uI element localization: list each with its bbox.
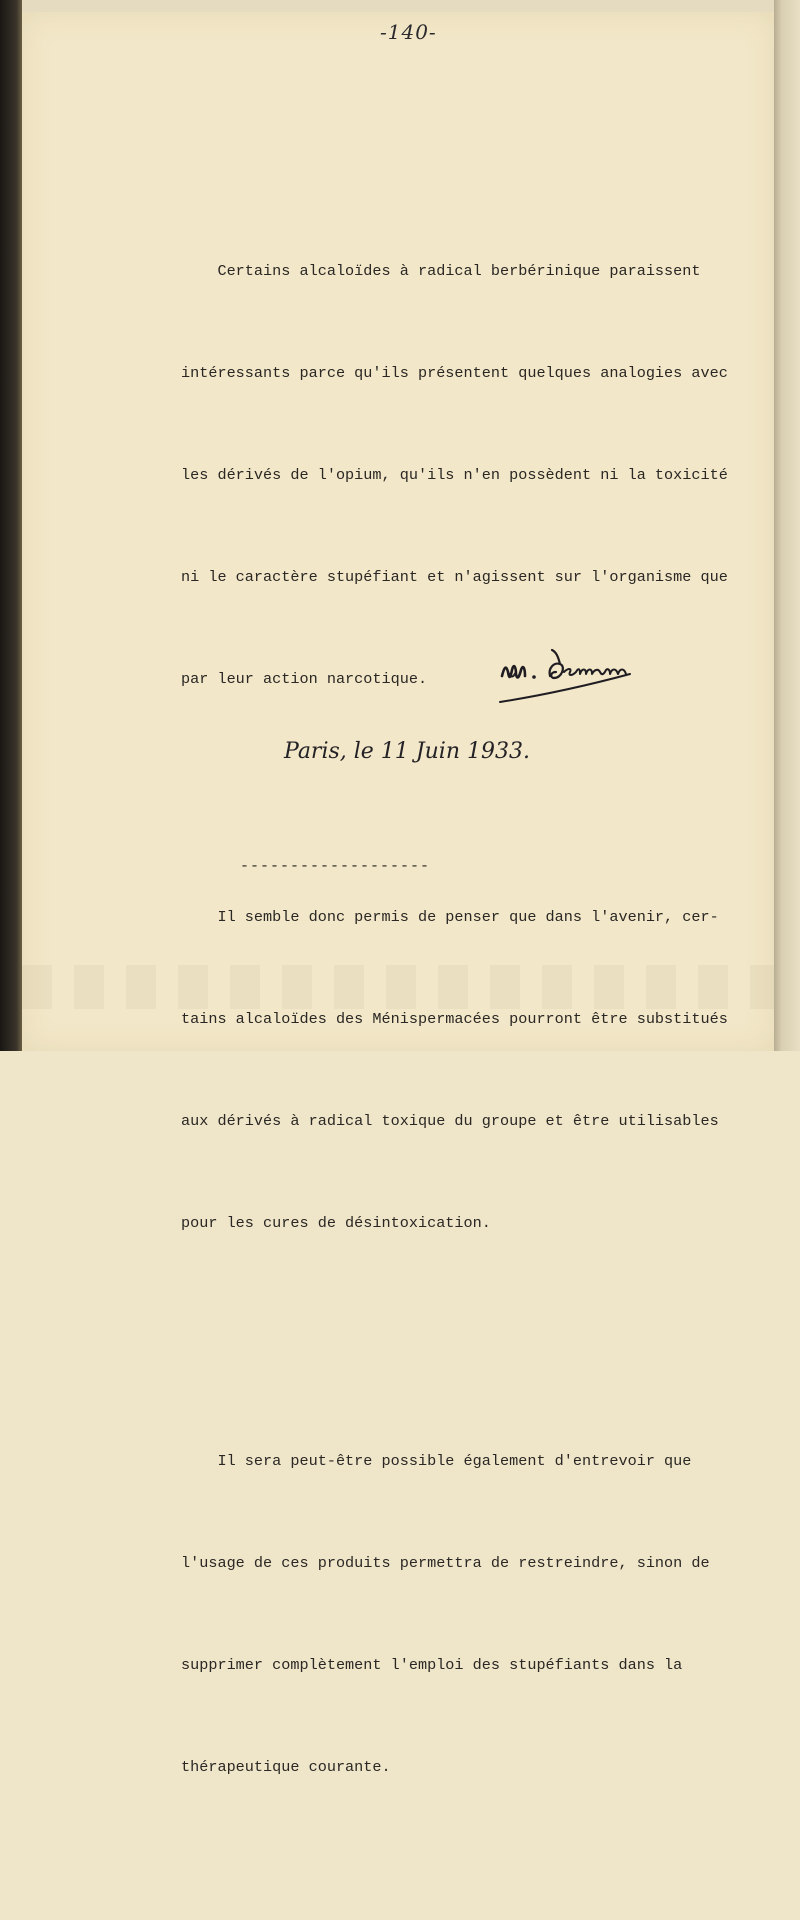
handwritten-signature bbox=[498, 638, 638, 708]
text-line: intéressants parce qu'ils présentent quelques analogies avec bbox=[181, 364, 728, 382]
text-line: thérapeutique courante. bbox=[181, 1758, 391, 1776]
book-binding bbox=[0, 0, 22, 1051]
page-number: -140- bbox=[380, 20, 437, 44]
text-line: l'usage de ces produits permettra de restreindre, sinon de bbox=[181, 1554, 710, 1572]
text-line: par leur action narcotique. bbox=[181, 670, 428, 688]
text-line: Il semble donc permis de penser que dans l'avenir, cer- bbox=[181, 908, 719, 926]
faint-watermark bbox=[22, 965, 774, 1009]
text-line: tains alcaloïdes des Ménispermacées pourront être substitués bbox=[181, 1010, 728, 1028]
text-line: les dérivés de l'opium, qu'ils n'en possèdent ni la toxicité bbox=[181, 466, 728, 484]
paragraph-1 bbox=[181, 186, 761, 764]
place-date-text: Paris, le 11 Juin 1933. bbox=[284, 739, 530, 764]
closing-separator: ------------------- bbox=[240, 858, 431, 875]
text-line: Il sera peut-être possible également d'entrevoir que bbox=[181, 1452, 692, 1470]
body-text bbox=[181, 118, 761, 1920]
text-line: ni le caractère stupéfiant et n'agissent sur l'organisme que bbox=[181, 568, 728, 586]
text-line: Certains alcaloïdes à radical berbérinique paraissent bbox=[181, 262, 701, 280]
text-line: pour les cures de désintoxication. bbox=[181, 1214, 491, 1232]
page-right-edge bbox=[774, 0, 800, 1051]
text-line: supprimer complètement l'emploi des stupéfiants dans la bbox=[181, 1656, 683, 1674]
text-line: aux dérivés à radical toxique du groupe et être utilisables bbox=[181, 1112, 719, 1130]
paragraph-3 bbox=[181, 1376, 761, 1852]
place-date-handwritten bbox=[284, 728, 544, 772]
paragraph-2 bbox=[181, 832, 761, 1308]
page-top-edge bbox=[22, 0, 774, 12]
